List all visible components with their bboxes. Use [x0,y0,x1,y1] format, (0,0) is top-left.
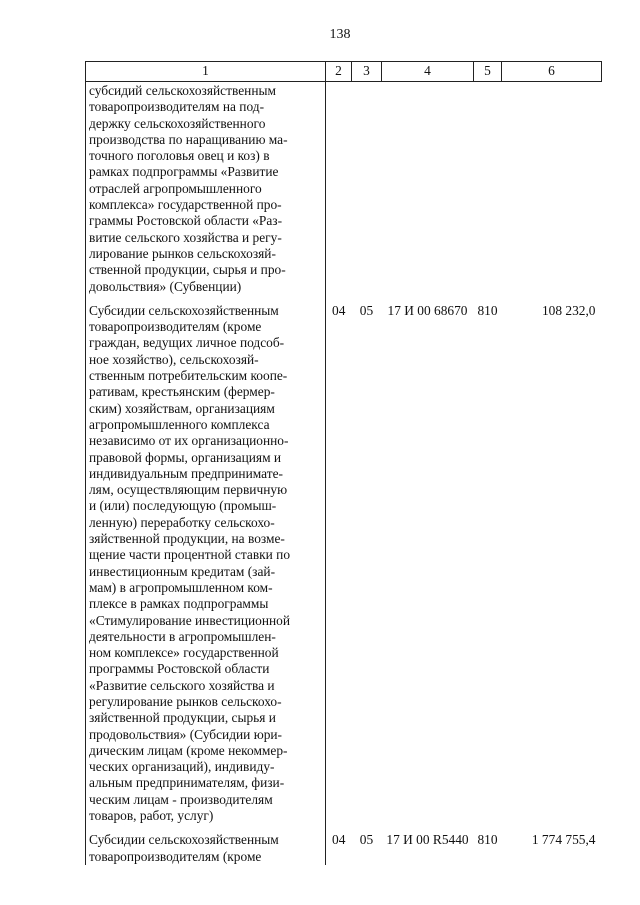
description-line: инвестиционным кредитам (зай- [89,563,276,579]
description-line: товаропроизводителям (кроме [89,848,262,864]
page-number: 138 [329,27,351,42]
row-description [86,82,326,295]
description-line: довольствия» (Субвенции) [89,278,242,294]
subsection-code [352,82,382,295]
description-line: точного поголовья овец и коз) в [89,148,270,164]
section-code: 04 [332,832,346,848]
description-line: деятельности в агропромышлен- [89,628,276,644]
description-line: рамках подпрограммы «Развитие [89,164,279,180]
description-line: граммы Ростовской области «Раз- [89,213,283,229]
subsection-code: 05 [359,832,374,848]
table-body [86,82,602,865]
description-line: ским) хозяйствам, организациям [89,400,275,416]
table-header-row [86,62,602,82]
subsection-code: 05 [359,302,374,318]
column-header-4: 4 [382,62,474,82]
description-line: ственным потребительским коопе- [89,368,288,384]
description-line: держку сельскохозяйственного [89,115,266,131]
description-line: ческим лицам - производителям [89,791,273,807]
description-line: плексе в рамках подпрограммы [89,596,269,612]
description-line: граждан, ведущих личное подсоб- [89,335,285,351]
description-line: производства по наращиванию ма- [89,131,288,147]
description-line: альным предпринимателям, физи- [89,775,285,791]
description-line: и (или) последующую (промыш- [89,498,277,514]
column-header-2: 2 [326,62,352,82]
description-line: лям, осуществляющим первичную [89,482,288,498]
description-line: правовой формы, организациям и [89,449,282,465]
description-line: продовольствия» (Субсидии юри- [89,726,283,742]
description-line: зяйственной продукции, на возме- [89,531,285,547]
description-line: отраслей агропромышленного [89,180,262,196]
column-header-5: 5 [474,62,502,82]
table-row [86,82,602,295]
description-line: ное хозяйство), сельскохозяй- [89,351,259,367]
description-line: Субсидии сельскохозяйственным [89,302,279,318]
description-line: товаропроизводителям на под- [89,99,265,115]
description-line: витие сельского хозяйства и регу- [89,229,282,245]
description-line: независимо от их организационно- [89,433,289,449]
description-line: ческих организаций), индивиду- [89,759,275,775]
description-line: индивидуальным предпринимате- [89,465,284,481]
description-line: лирование рынков сельскохозяй- [89,245,276,261]
description-line: ративам, крестьянским (фермер- [89,384,275,400]
description-line: мам) в агропромышленном ком- [89,579,273,595]
description-line: товаров, работ, услуг) [89,808,214,824]
column-header-3: 3 [352,62,382,82]
description-line: комплекса» государственной про- [89,197,282,213]
target-article-code: 17 И 00 R5440 [386,832,469,848]
expense-type-code: 810 [477,302,498,318]
description-line: субсидий сельскохозяйственным [89,83,276,98]
description-line: товаропроизводителям (кроме [89,319,262,335]
description-line: «Стимулирование инвестиционной [89,612,291,628]
description-line: зяйственной продукции, сырья и [89,710,276,726]
column-header-1: 1 [86,62,326,82]
section-code: 04 [332,302,346,318]
row-description [86,295,326,825]
description-line: щение части процентной ставки по [89,547,291,563]
description-line: агропромышленного комплекса [89,416,270,432]
description-line: регулирование рынков сельскохо- [89,693,282,709]
description-line: Субсидии сельскохозяйственным [89,832,279,848]
expense-type-code [474,82,502,295]
amount: 108 232,0 [541,302,596,318]
amount [502,82,602,295]
description-line: «Развитие сельского хозяйства и [89,677,275,693]
budget-table [85,61,602,865]
description-line: программы Ростовской области [89,661,270,677]
description-line: дическим лицам (кроме некоммер- [89,742,288,758]
description-line: ленную) переработку сельскохо- [89,514,275,530]
row-description [86,824,326,865]
description-line: ственной продукции, сырья и про- [89,262,286,278]
column-header-6: 6 [502,62,602,82]
target-article-code: 17 И 00 68670 [387,302,468,318]
table-row [86,824,602,865]
expense-type-code: 810 [477,832,498,848]
description-line: ном комплексе» государственной [89,645,279,661]
table-row [86,295,602,825]
target-article-code [382,82,474,295]
amount: 1 774 755,4 [531,832,596,848]
section-code [326,82,352,295]
